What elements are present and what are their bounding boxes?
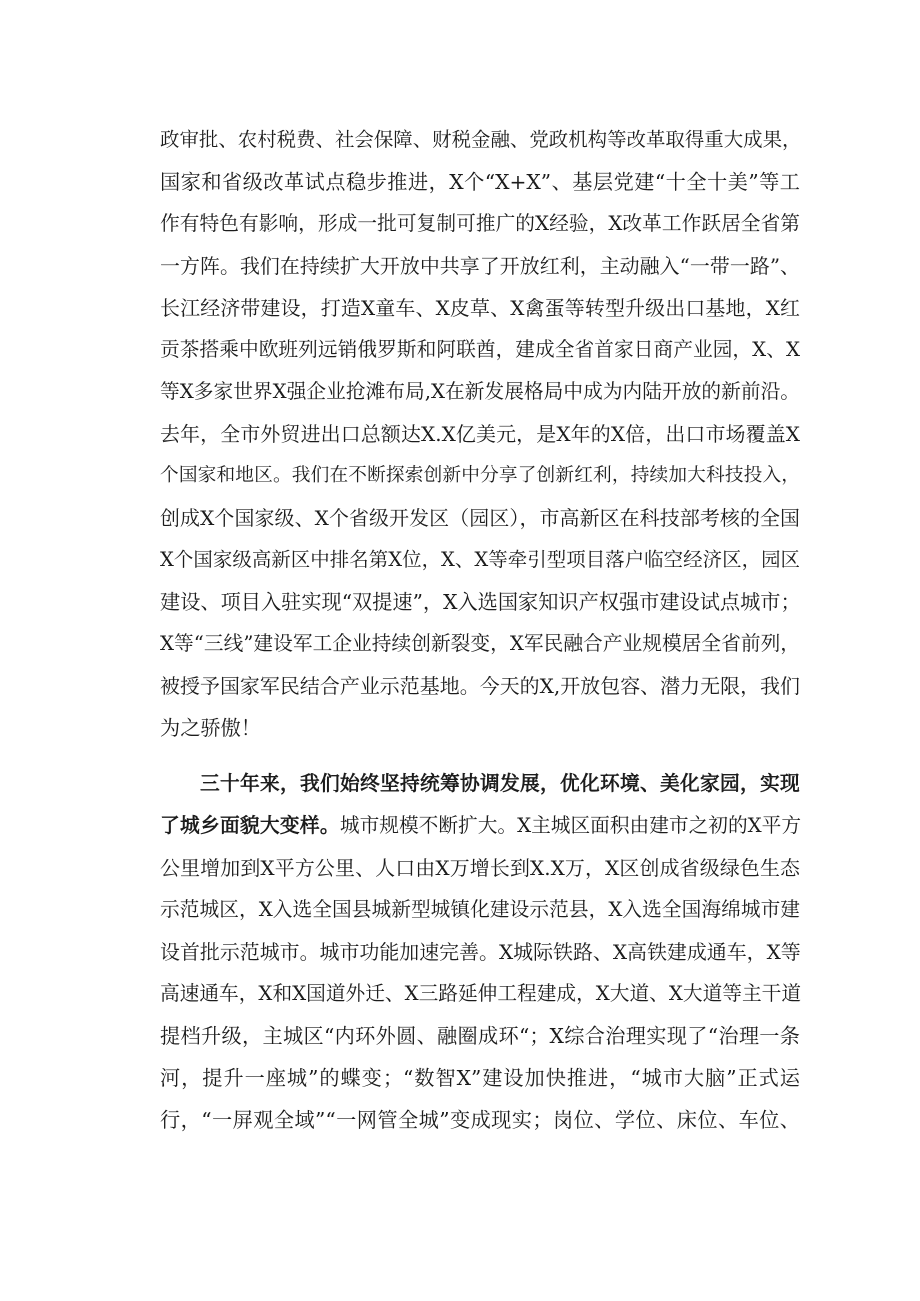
paragraph-heading-end: 了城乡面貌大变样。 (160, 814, 340, 837)
text-line: 设首批示范城市。城市功能加速完善。X城际铁路、X高铁建成通车，X等 (160, 940, 801, 964)
text-line: 国家和省级改革试点稳步推进，X个“X+X”、基层党建“十全十美”等工 (160, 170, 800, 194)
text-line: 一方阵。我们在持续扩大开放中共享了开放红利，主动融入“一带一路”、 (160, 254, 800, 278)
text-line: 创成X个国家级、X个省级开发区（园区），市高新区在科技部考核的全国 (160, 506, 800, 530)
text-line: 去年，全市外贸进出口总额达X.X亿美元，是X年的X倍，出口市场覆盖X (160, 422, 800, 446)
text-line: 长江经济带建设，打造X童车、X皮草、X禽蛋等转型升级出口基地，X红 (160, 296, 800, 320)
text-line: 贡茶搭乘中欧班列远销俄罗斯和阿联酋，建成全省首家日商产业园，X、X (160, 338, 800, 361)
text-line: 提档升级，主城区“内环外圆、融圈成环“；X综合治理实现了“治理一条 (160, 1024, 800, 1048)
text-span: 城市规模不断扩大。X主城区面积由建市之初的X平方 (339, 814, 802, 837)
text-line: 公里增加到X平方公里、人口由X万增长到X.X万，X区创成省级绿色生态 (160, 856, 800, 880)
text-line: 河，提升一座城”的蝶变；“数智X”建设加快推进，“城市大脑”正式运 (160, 1066, 800, 1090)
text-line: 被授予国家军民结合产业示范基地。今天的X,开放包容、潜力无限，我们 (160, 674, 800, 698)
text-line: X等“三线”建设军工企业持续创新裂变，X军民融合产业规模居全省前列， (160, 632, 800, 655)
text-line: 作有特色有影响，形成一批可复制可推广的X经验，X改革工作跃居全省第 (160, 212, 800, 235)
text-line: 示范城区，X入选全国县城新型城镇化建设示范县，X入选全国海绵城市建 (160, 898, 800, 921)
text-line: 个国家和地区。我们在不断探索创新中分享了创新红利，持续加大科技投入， (160, 465, 800, 486)
text-line: 建设、项目入驻实现“双提速”，X入选国家知识产权强市建设试点城市； (160, 590, 801, 614)
text-line: 政审批、农村税费、社会保障、财税金融、党政机构等改革取得重大成果， (160, 128, 802, 151)
text-line: X个国家级高新区中排名第X位，X、X等牵引型项目落户临空经济区，园区 (160, 548, 800, 571)
text-line-mixed (160, 808, 800, 844)
text-line: 等X多家世界X强企业抢滩布局,X在新发展格局中成为内陆开放的新前沿。 (160, 380, 800, 403)
text-line: 为之骄傲！ (160, 716, 261, 740)
text-line: 行，“一屏观全域”“一网管全城”变成现实；岗位、学位、床位、车位、 (160, 1108, 800, 1132)
text-line: 高速通车，X和X国道外迁、X三路延伸工程建成，X大道、X大道等主干道 (160, 982, 802, 1005)
paragraph-heading-line: 三十年来，我们始终坚持统筹协调发展，优化环境、美化家园，实现 (200, 772, 800, 795)
